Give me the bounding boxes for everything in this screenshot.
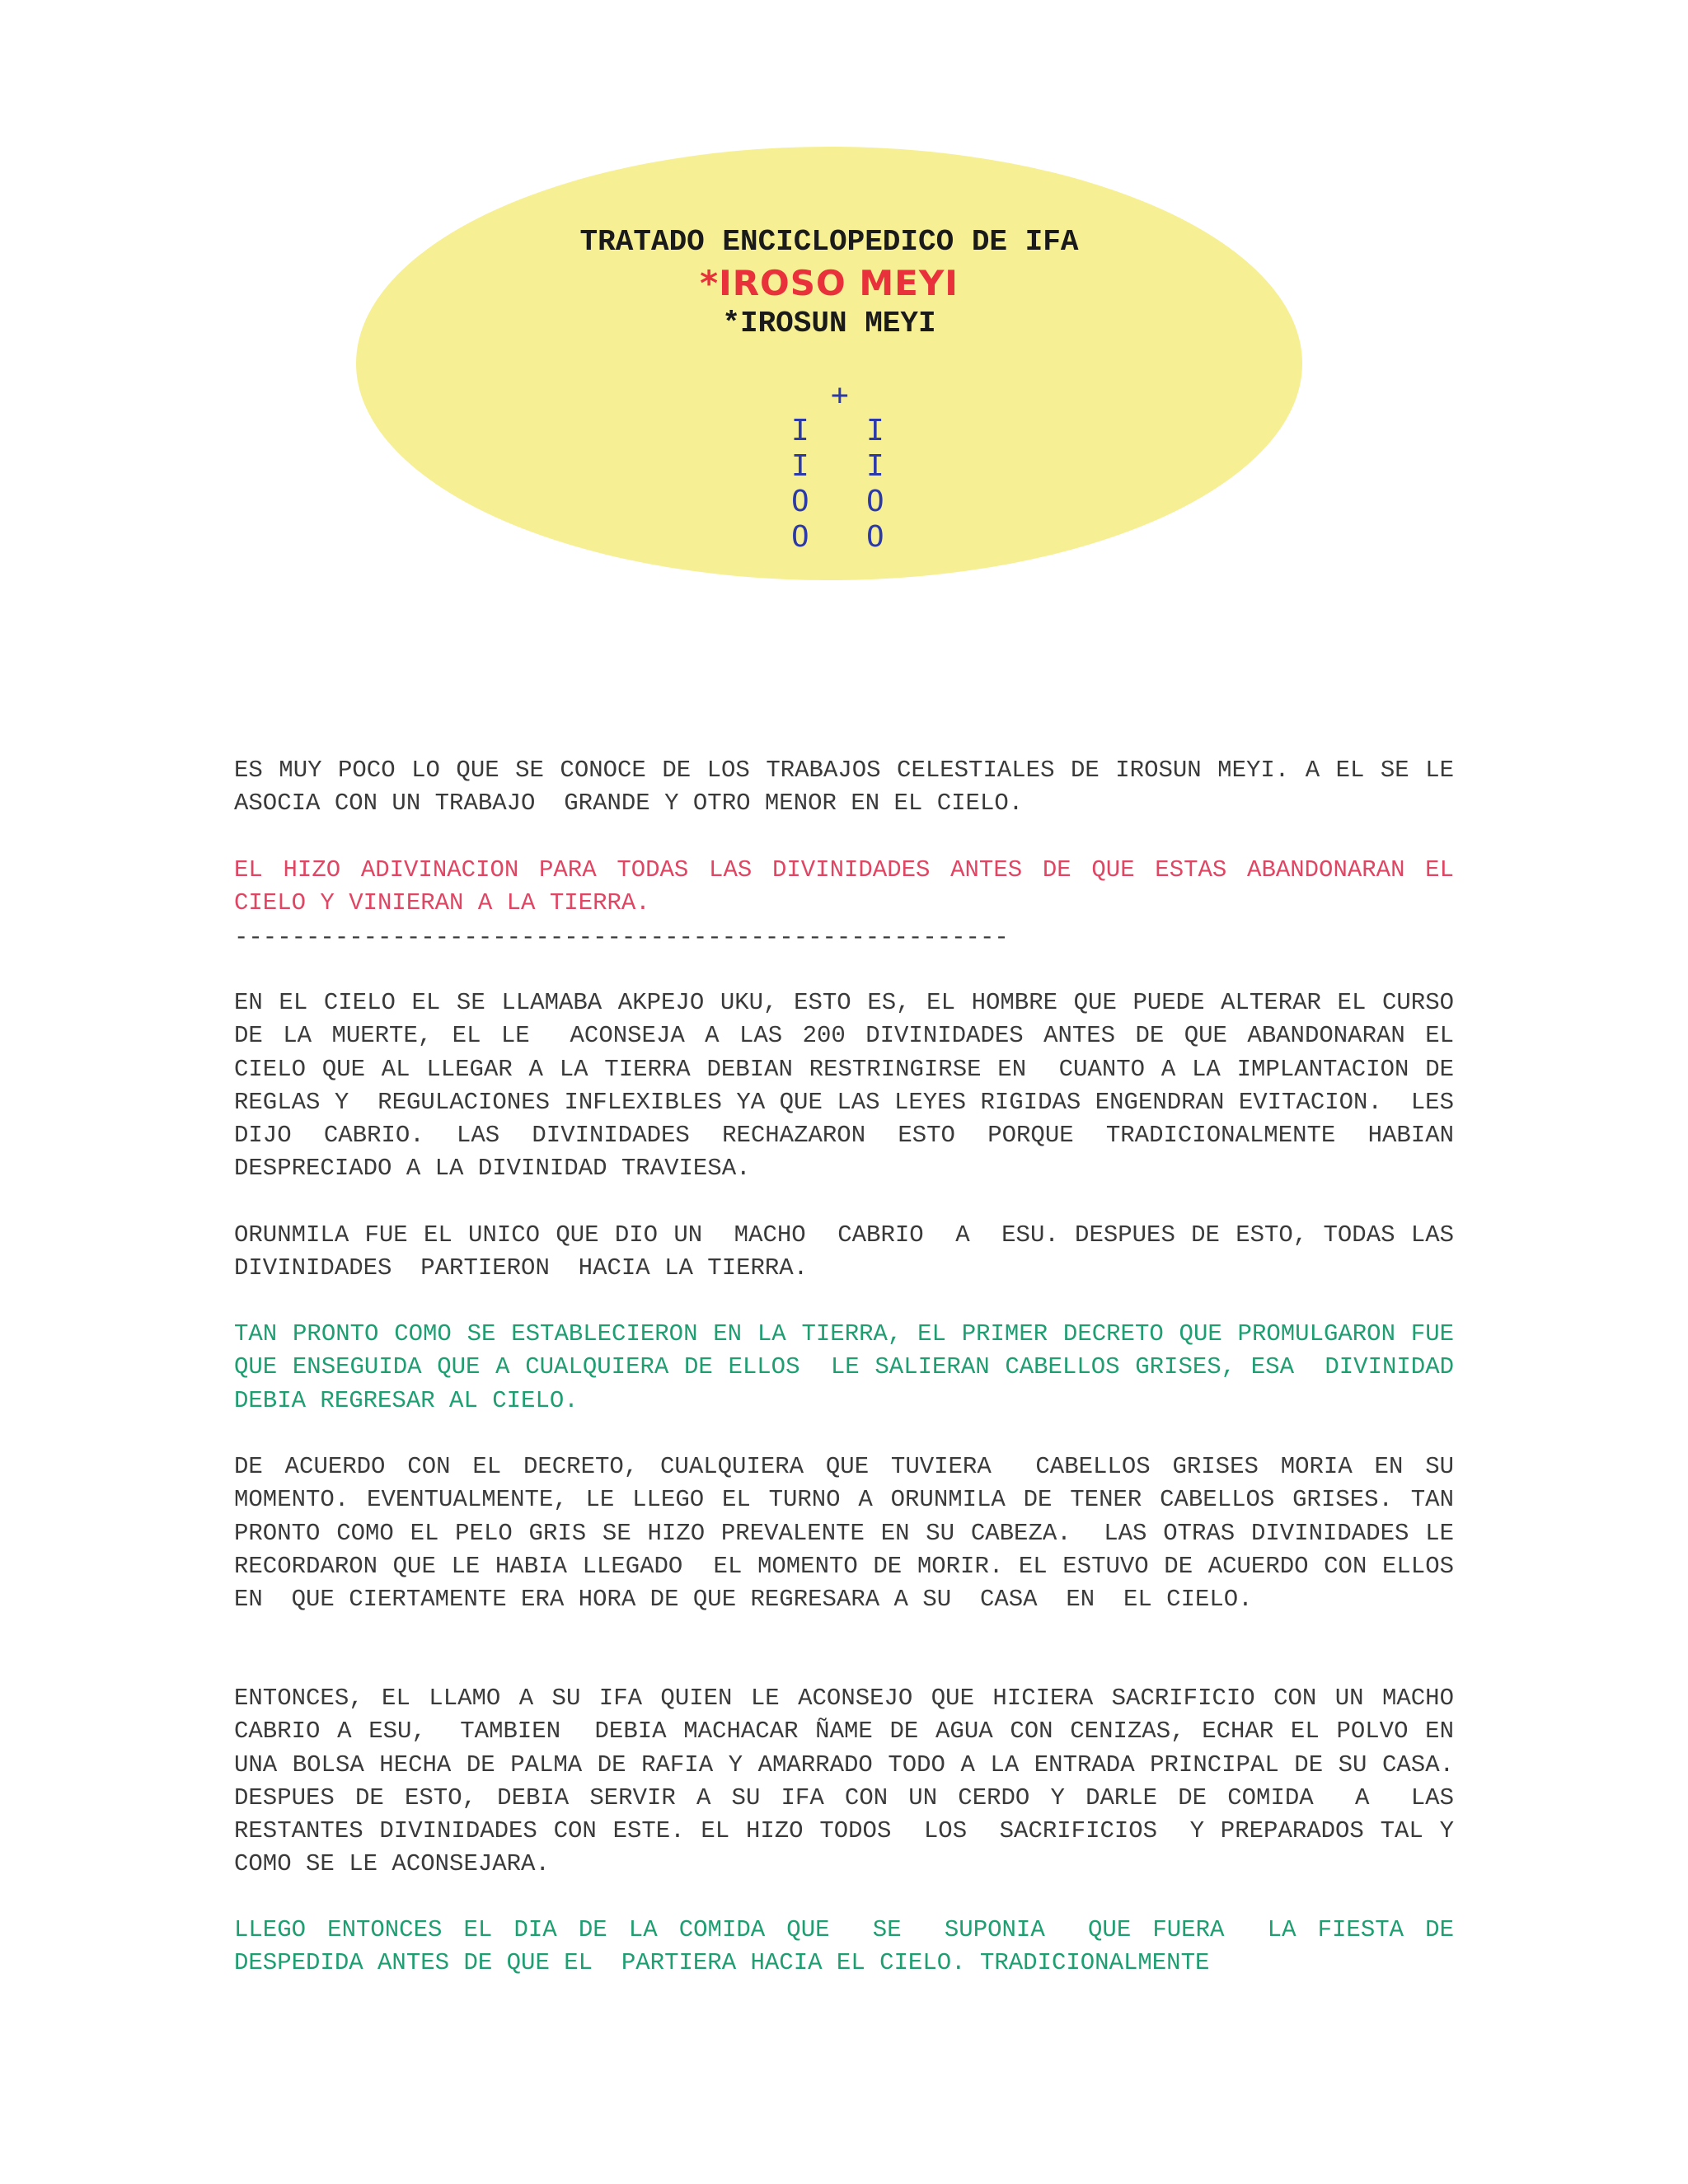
paragraph-orunmila-cabrio: ORUNMILA FUE EL UNICO QUE DIO UN MACHO CABRIO A ESU. DESPUES DE ESTO, TODAS LAS DIVINIDADES PARTIERON HACIA LA TIERRA. <box>234 1221 1469 1282</box>
separator-line: ------------------------------------------------------ <box>234 924 1009 951</box>
odu-mark: I <box>791 414 809 448</box>
odu-right-column <box>866 413 884 555</box>
odu-mark: I <box>791 449 809 483</box>
odu-plus-mark: + <box>831 378 849 412</box>
paragraph-cabellos-grises: DE ACUERDO CON EL DECRETO, CUALQUIERA QUE TUVIERA CABELLOS GRISES MORIA EN SU MOMENTO. EVENTUALMENTE, LE LLEGO EL TURNO A ORUNMILA DE TENER CABELLOS GRISES. TAN PRONTO COMO EL PELO GRIS SE HIZO PREVALENTE EN SU CABEZA. LAS OTRAS DIVINIDADES LE RECORDARON QUE LE HABIA LLEGADO EL MOMENTO DE MORIR. EL ESTUVO DE ACUERDO CON ELLOS EN QUE CIERTAMENTE ERA HORA DE QUE REGRESARA A SU CASA EN EL CIELO. <box>234 1453 1469 1614</box>
header <box>356 223 1302 343</box>
paragraph-decreto: TAN PRONTO COMO SE ESTABLECIERON EN LA TIERRA, EL PRIMER DECRETO QUE PROMULGARON FUE QUE ENSEGUIDA QUE A CUALQUIERA DE ELLOS LE SALIERAN CABELLOS GRISES, ESA DIVINIDAD DEBIA REGRESAR AL CIELO. <box>234 1320 1469 1414</box>
paragraph-fiesta: LLEGO ENTONCES EL DIA DE LA COMIDA QUE SE SUPONIA QUE FUERA LA FIESTA DE DESPEDIDA ANTES DE QUE EL PARTIERA HACIA EL CIELO. TRADICIONALMENTE <box>234 1916 1469 1977</box>
odu-name-title: *IROSO MEYI <box>700 263 959 303</box>
paragraph-sacrificio: ENTONCES, EL LLAMO A SU IFA QUIEN LE ACONSEJO QUE HICIERA SACRIFICIO CON UN MACHO CABRIO A ESU, TAMBIEN DEBIA MACHACAR ÑAME DE AGUA CON CENIZAS, ECHAR EL POLVO EN UNA BOLSA HECHA DE PALMA DE RAFIA Y AMARRADO TODO A LA ENTRADA PRINCIPAL DE SU CASA. DESPUES DE ESTO, DEBIA SERVIR A SU IFA CON UN CERDO Y DARLE DE COMIDA A LAS RESTANTES DIVINIDADES CON ESTE. EL HIZO TODOS LOS SACRIFICIOS Y PREPARADOS TAL Y COMO SE LE ACONSEJARA. <box>234 1685 1483 1878</box>
paragraph-intro: ES MUY POCO LO QUE SE CONOCE DE LOS TRABAJOS CELESTIALES DE IROSUN MEYI. A EL SE LE ASOCIA CON UN TRABAJO GRANDE Y OTRO MENOR EN EL CIELO. <box>234 757 1469 818</box>
odu-mark: I <box>866 449 884 483</box>
document-title: TRATADO ENCICLOPEDICO DE IFA <box>579 225 1079 259</box>
odu-mark: O <box>791 520 809 554</box>
odu-left-column <box>791 413 809 555</box>
odu-mark: O <box>791 485 809 518</box>
odu-mark: O <box>866 485 884 518</box>
odu-mark: O <box>866 520 884 554</box>
header-oval <box>356 147 1302 580</box>
odu-alt-name: *IROSUN MEYI <box>722 307 936 340</box>
odu-mark: I <box>866 414 884 448</box>
paragraph-akpejo-uku: EN EL CIELO EL SE LLAMABA AKPEJO UKU, ESTO ES, EL HOMBRE QUE PUEDE ALTERAR EL CURSO DE LA MUERTE, EL LE ACONSEJA A LAS 200 DIVINIDADES ANTES DE QUE ABANDONARAN EL CIELO QUE AL LLEGAR A LA TIERRA DEBIAN RESTRINGIRSE EN CUANTO A LA IMPLANTACION DE REGLAS Y REGULACIONES INFLEXIBLES YA QUE LAS LEYES RIGIDAS ENGENDRAN EVITACION. LES DIJO CABRIO. LAS DIVINIDADES RECHAZARON ESTO PORQUE TRADICIONALMENTE HABIAN DESPRECIADO A LA DIVINIDAD TRAVIESA. <box>234 989 1483 1183</box>
paragraph-adivinacion: EL HIZO ADIVINACION PARA TODAS LAS DIVINIDADES ANTES DE QUE ESTAS ABANDONARAN EL CIELO Y VINIERAN A LA TIERRA. <box>234 856 1469 917</box>
